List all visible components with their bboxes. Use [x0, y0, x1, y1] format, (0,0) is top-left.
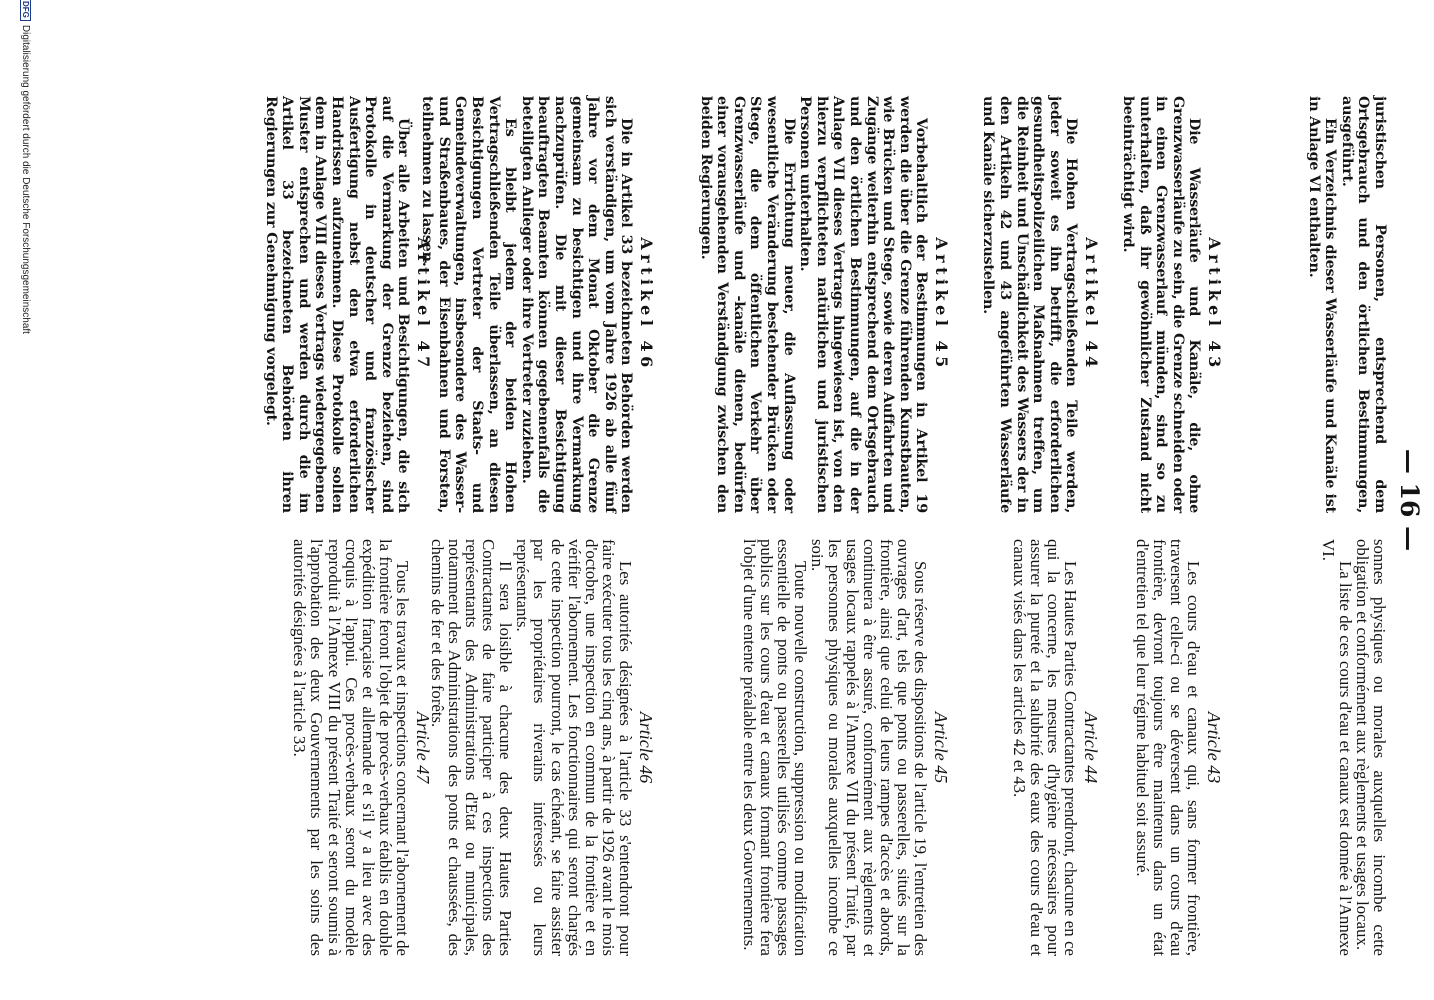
german-column	[980, 96, 1099, 513]
article-heading-fr: Article 46	[636, 711, 656, 784]
french-paragraph: La liste de ces cours d'eau et canaux est donnée à l'Annexe VI.	[1318, 539, 1355, 956]
article-heading-de: Artikel 44	[1082, 237, 1101, 372]
continuation-row	[1305, 96, 1388, 956]
german-paragraph: Die Wasserläufe und Kanäle, die, ohne Grenzwasserläufe zu sein, die Grenze schneiden oder in einen Grenzwasserlauf münden, sind so zu unterhalten, daß ihr gewöhnlicher Zustand nicht beeinträchtigt wird.	[1120, 96, 1203, 513]
german-paragraph: Die in Artikel 33 bezeichneten Behörden werden sich verständigen, um vom Jahre 1926 ab alle fünf Jahre vor dem Monat Oktober die Grenze gemeinsam zu besichtigen und ihre Vermarkung nachzuprüfen. Die mit dieser Besichtigung beauftragten Beamten können gegebenenfalls die beteiligten Anlieger oder ihre Vertreter zuziehen.	[518, 96, 635, 513]
dfg-logo-icon: DFG	[20, 0, 31, 21]
article-heading-de: Artikel 43	[1205, 237, 1224, 372]
german-paragraph: Über alle Arbeiten und Besichtigungen, die sich auf die Vermarkung der Grenze beziehen, sind Protokolle in deutscher und französischer Ausfertigung nebst den etwa erforderlichen Handrissen aufzunehmen. Diese Protokolle sollen dem in Anlage VIII dieses Vertrags wiedergegebenen Muster entsprechen und werden durch die im Artikel 33 bezeichneten Behörden ihren Regierungen zur Genehmigung vorgelegt.	[262, 96, 412, 513]
article-heading-fr: Article 43	[1204, 711, 1224, 784]
article-row-45	[697, 96, 949, 956]
french-paragraph: sonnes physiques ou morales auxquelles incombe cette obligation et conformément aux règlements et usages locaux.	[1352, 539, 1389, 956]
french-column	[262, 539, 431, 956]
german-paragraph: Ein Verzeichnis dieser Wasserläufe und Kanäle ist in Anlage VI enthalten.	[1305, 96, 1339, 513]
german-column	[1119, 96, 1222, 513]
german-paragraph: Vorbehaltlich der Bestimmungen in Artikel 19 werden die über die Grenze führenden Kunstbauten, wie Brücken und Stege, sowie deren Auffahrten und Zugänge weiterhin entsprechend dem Ortsgebrauch und den örtlichen Bestimmungen, auf die in der Anlage VII dieses Vertrags hingewiesen ist, von den hierzu verpflichteten natürlichen und juristischen Personen unterhalten.	[797, 96, 930, 513]
french-paragraph: Toute nouvelle construction, suppression ou modification essentielle de ponts ou passerelles utilisés comme passages publics sur les cours d'eau et canaux formant frontière fera l'objet d'une entente préalable entre les deux Gouvernements.	[739, 539, 811, 956]
document-page	[145, 0, 1434, 1000]
german-paragraph: Es bleibt jedem der beiden Hohen Vertragschließenden Teile überlassen, an diesen Besichtigungen Vertreter der Staats- und Gemeindeverwaltungen, insbesondere des Wasser- und Straßenbaues, der Eisenbahnen und Forsten, teilnehmen zu lassen.	[419, 96, 519, 513]
german-column	[1305, 96, 1388, 513]
french-column	[1119, 539, 1222, 956]
article-heading-de: Artikel 46	[637, 237, 656, 372]
article-heading-fr: Article 47	[413, 711, 433, 784]
article-heading-fr: Article 45	[931, 711, 951, 784]
digitization-credit: Digitalisierung gefördert durch die Deutsche Forschungsgemeinschaft	[20, 24, 31, 334]
article-heading-de: Artikel 47	[414, 237, 433, 372]
french-column	[980, 539, 1099, 956]
article-row-46	[419, 96, 654, 956]
french-column	[1305, 539, 1388, 956]
digitization-footer	[7, 0, 31, 994]
german-paragraph: Die Errichtung neuer, die Auflassung oder wesentliche Veränderung bestehender Brücken oder Stege, die dem öffentlichen Verkehr über Grenzwasserläufe und -kanäle dienen, bedürfen einer vorausgehenden Verständigung zwischen den beiden Regierungen.	[697, 96, 797, 513]
article-row-43	[1119, 96, 1222, 956]
page-number: — 16 —	[1395, 448, 1424, 552]
digitization-footer-text-wrap	[19, 0, 31, 994]
french-paragraph: Tous les travaux et inspections concernant l'abornement de la frontière feront l'objet de procès-verbaux établis en double expédition française et allemande et s'il y a lieu avec des croquis à l'appui. Ces procès-verbaux seront du modèle reproduit à l'Annexe VIII du présent Traité et seront soumis à l'approbation des deux Gouvernements par les soins des autorités désignées à l'article 33.	[290, 539, 412, 956]
german-paragraph: Die Hohen Vertragschließenden Teile werden, jeder soweit es ihn betrifft, die erforderlichen gesundheitspolizeilichen Maßnahmen treffen, um die Reinheit und Unschädlichkeit des Wassers der in den Artikeln 42 und 43 angeführten Wasserläufe und Kanäle sicherzustellen.	[980, 96, 1080, 513]
german-column	[419, 96, 654, 513]
french-column	[697, 539, 949, 956]
article-heading-fr: Article 44	[1081, 711, 1101, 784]
article-row-47	[262, 96, 431, 956]
german-paragraph: juristischen Personen, entsprechend dem Ortsgebrauch und den örtlichen Bestimmungen, ausgeführt.	[1338, 96, 1388, 513]
french-paragraph: Il sera loisible à chacune des deux Hautes Parties Contractantes de faire participer à ces inspections des représentants des Administrations d'Etat ou municipales, notamment des Administrations des ponts et chaussées, des chemins de fer et des forêts.	[427, 539, 516, 956]
french-paragraph: Les Hautes Parties Contractantes prendront, chacune en ce qui la concerne, les mesures d'hygiène nécessaires pour assurer la pureté et la salubrité des eaux des cours d'eau et canaux visés dans les articles 42 et 43.	[1009, 539, 1080, 956]
german-column	[262, 96, 431, 513]
french-paragraph: Les autorités désignées à l'article 33 s'entendront pour faire exécuter tous les cinq ans, à partir de 1926 avant le mois d'octobre, une inspection en commun de la frontière et en vérifier l'abornement. Les fonctionnaires qui seront chargés de cette inspection pourront, le cas échéant, se faire assister par les propriétaires riverains intéressés ou leurs représentants.	[513, 539, 635, 956]
french-paragraph: Les cours d'eau et canaux qui, sans former frontière, traversent celle-ci ou se déversent dans un cours d'eau frontière, devront toujours être maintenus dans un état d'entretien tel que leur régime habituel soit assuré.	[1132, 539, 1203, 956]
french-column	[419, 539, 654, 956]
french-paragraph: Sous réserve des dispositions de l'article 19, l'entretien des ouvrages d'art, tels que ponts ou passerelles, situés sur la frontière, ainsi que celui de leurs rampes d'accès et abords, continuera à être assuré, conformément aux règlements et usages locaux rappelés à l'Annexe VII du présent Traité, par les personnes physiques ou morales auxquelles incombe ce soin.	[808, 539, 930, 956]
article-heading-de: Artikel 45	[932, 237, 951, 372]
article-row-44	[980, 96, 1099, 956]
german-column	[697, 96, 949, 513]
